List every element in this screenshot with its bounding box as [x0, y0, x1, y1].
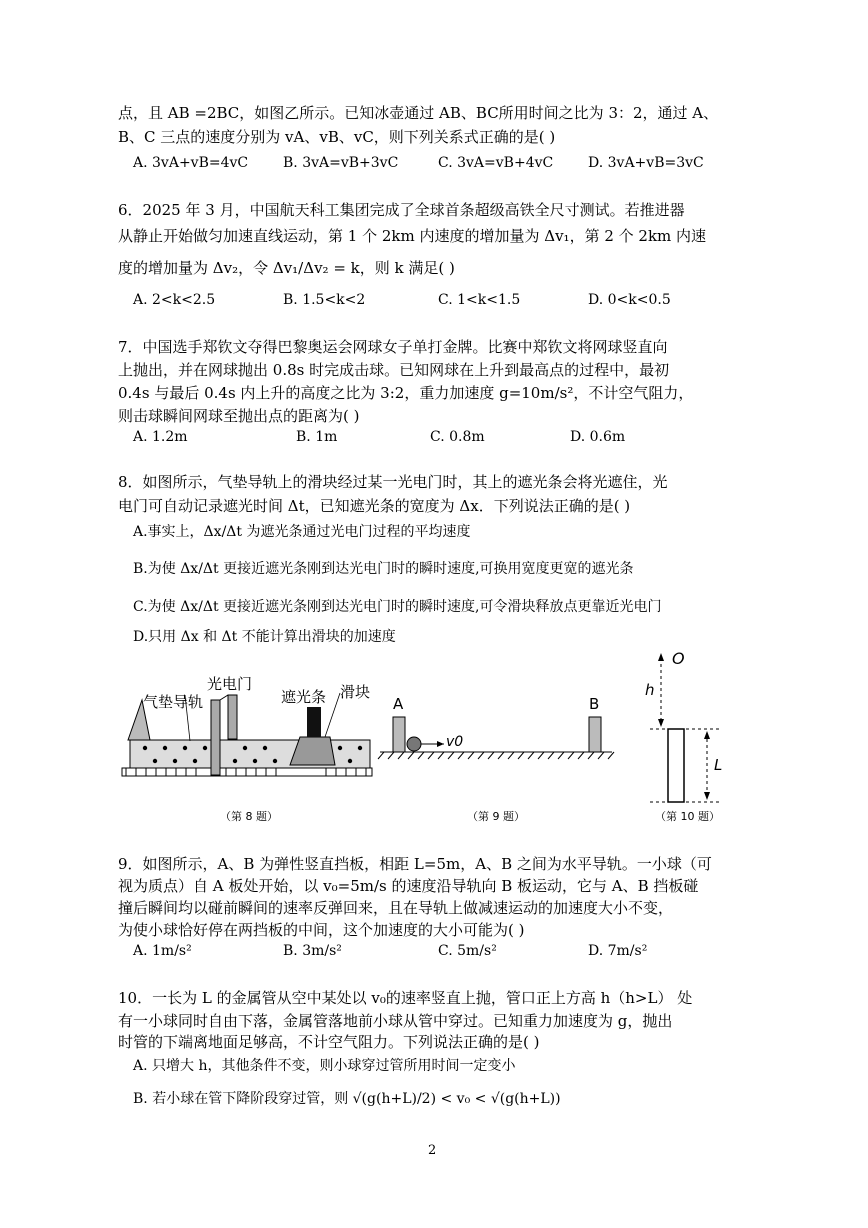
q8-option-b: B.为使 Δx/Δt 更接近遮光条刚到达光电门时的瞬时速度,可换用宽度更宽的遮光条: [133, 561, 634, 577]
fig10-caption: （第 10 题）: [655, 810, 720, 823]
q8-line-2: 电门可自动记录遮光时间 Δt，已知遮光条的宽度为 Δx．下列说法正确的是( ): [118, 497, 631, 515]
fig9-diagram: [378, 717, 614, 759]
q9-line-4: 为使小球恰好停在两挡板的中间，这个加速度的大小可能为( ): [118, 921, 525, 939]
q9-option-c: C. 5m/s²: [438, 943, 497, 959]
q8-option-c: C.为使 Δx/Δt 更接近遮光条刚到达光电门时的瞬时速度,可令滑块释放点更靠近光电门: [133, 599, 662, 615]
fig8-label-guide: 气垫导轨: [143, 693, 204, 711]
fig10-label-o: O: [672, 649, 685, 668]
q7-line-2: 上抛出，并在网球抛出 0.8s 时完成击球。已知网球在上升到最高点的过程中，最初: [118, 361, 670, 379]
fig9-label-b: B: [589, 695, 600, 713]
q6-option-d: D. 0<k<0.5: [588, 292, 671, 308]
q6-line-3: 度的增加量为 Δv₂，令 Δv₁/Δv₂ = k，则 k 满足( ): [118, 259, 455, 277]
q6-line-1: 6．2025 年 3 月，中国航天科工集团完成了全球首条超级高铁全尺寸测试。若推进器: [118, 201, 685, 219]
q7-option-b: B. 1m: [296, 429, 338, 445]
q9-option-a: A. 1m/s²: [133, 943, 192, 959]
q5-line-1: 点，且 AB =2BC，如图乙所示。已知冰壶通过 AB、BC所用时间之比为 3：2，通过 A、: [118, 104, 719, 122]
fig9-label-v0: v0: [446, 734, 464, 750]
fig9-caption: （第 9 题）: [467, 810, 525, 823]
q10-option-a: A. 只增大 h，其他条件不变，则小球穿过管所用时间一定变小: [133, 1058, 516, 1074]
q9-line-1: 9．如图所示，A、B 为弹性竖直挡板，相距 L=5m，A、B 之间为水平导轨。一小球（可: [118, 855, 712, 873]
fig9-label-a: A: [393, 695, 404, 713]
q6-option-c: C. 1<k<1.5: [438, 292, 521, 308]
fig8-label-gate: 光电门: [207, 675, 253, 693]
q8-option-a: A.事实上，Δx/Δt 为遮光条通过光电门过程的平均速度: [133, 524, 471, 540]
q5-option-d: D. 3vA+vB=3vC: [588, 155, 704, 171]
q5-option-c: C. 3vA=vB+4vC: [438, 155, 554, 171]
q5-option-a: A. 3vA+vB=4vC: [133, 155, 249, 171]
q10-line-1: 10．一长为 L 的金属管从空中某处以 v₀的速率竖直上抛，管口正上方高 h（h>L） 处: [118, 989, 693, 1007]
q6-line-2: 从静止开始做匀加速直线运动，第 1 个 2km 内速度的增加量为 Δv₁，第 2 个 2km 内速: [118, 227, 707, 245]
q7-line-3: 0.4s 与最后 0.4s 内上升的高度之比为 3:2，重力加速度 g=10m/s²，不计空气阻力，: [118, 384, 694, 402]
q8-option-d: D.只用 Δx 和 Δt 不能计算出滑块的加速度: [133, 629, 396, 645]
fig8-caption: （第 8 题）: [220, 810, 278, 823]
q7-option-a: A. 1.2m: [133, 429, 188, 445]
q8-line-1: 8．如图所示，气垫导轨上的滑块经过某一光电门时，其上的遮光条会将光遮住，光: [118, 473, 668, 491]
q6-option-b: B. 1.5<k<2: [283, 292, 366, 308]
q9-option-b: B. 3m/s²: [283, 943, 342, 959]
q7-line-4: 则击球瞬间网球至抛出点的距离为( ): [118, 407, 360, 425]
q9-line-2: 视为质点）自 A 板处开始，以 v₀=5m/s 的速度沿导轨向 B 板运动，它与 A、B 挡板碰: [118, 877, 699, 895]
fig8-slider: [290, 707, 335, 765]
fig10-label-h: h: [645, 681, 655, 699]
q10-option-b: B. 若小球在管下降阶段穿过管，则 √(g(h+L)/2) < v₀ < √(g(h+L)): [133, 1091, 561, 1107]
q9-option-d: D. 7m/s²: [588, 943, 648, 959]
q7-line-1: 7．中国选手郑钦文夺得巴黎奥运会网球女子单打金牌。比赛中郑钦文将网球竖直向: [118, 338, 668, 356]
q7-option-d: D. 0.6m: [570, 429, 626, 445]
q10-line-3: 时管的下端离地面足够高，不计空气阻力。下列说法正确的是( ): [118, 1033, 540, 1051]
q6-option-a: A. 2<k<2.5: [133, 292, 216, 308]
figures-row: [0, 645, 868, 825]
fig8-label-slider: 滑块: [340, 683, 371, 701]
fig10-label-l: L: [714, 756, 723, 774]
q10-line-2: 有一小球同时自由下落，金属管落地前小球从管中穿过。已知重力加速度为 g，抛出: [118, 1012, 673, 1030]
q9-line-3: 撞后瞬间均以碰前瞬间的速率反弹回来，且在导轨上做减速运动的加速度大小不变，: [118, 899, 674, 917]
q7-option-c: C. 0.8m: [430, 429, 485, 445]
page-number: 2: [428, 1143, 437, 1158]
fig8-label-strip: 遮光条: [281, 688, 327, 706]
q5-option-b: B. 3vA=vB+3vC: [283, 155, 399, 171]
fig10-diagram: [650, 653, 723, 802]
q5-line-2: B、C 三点的速度分别为 vA、vB、vC，则下列关系式正确的是( ): [118, 128, 556, 146]
